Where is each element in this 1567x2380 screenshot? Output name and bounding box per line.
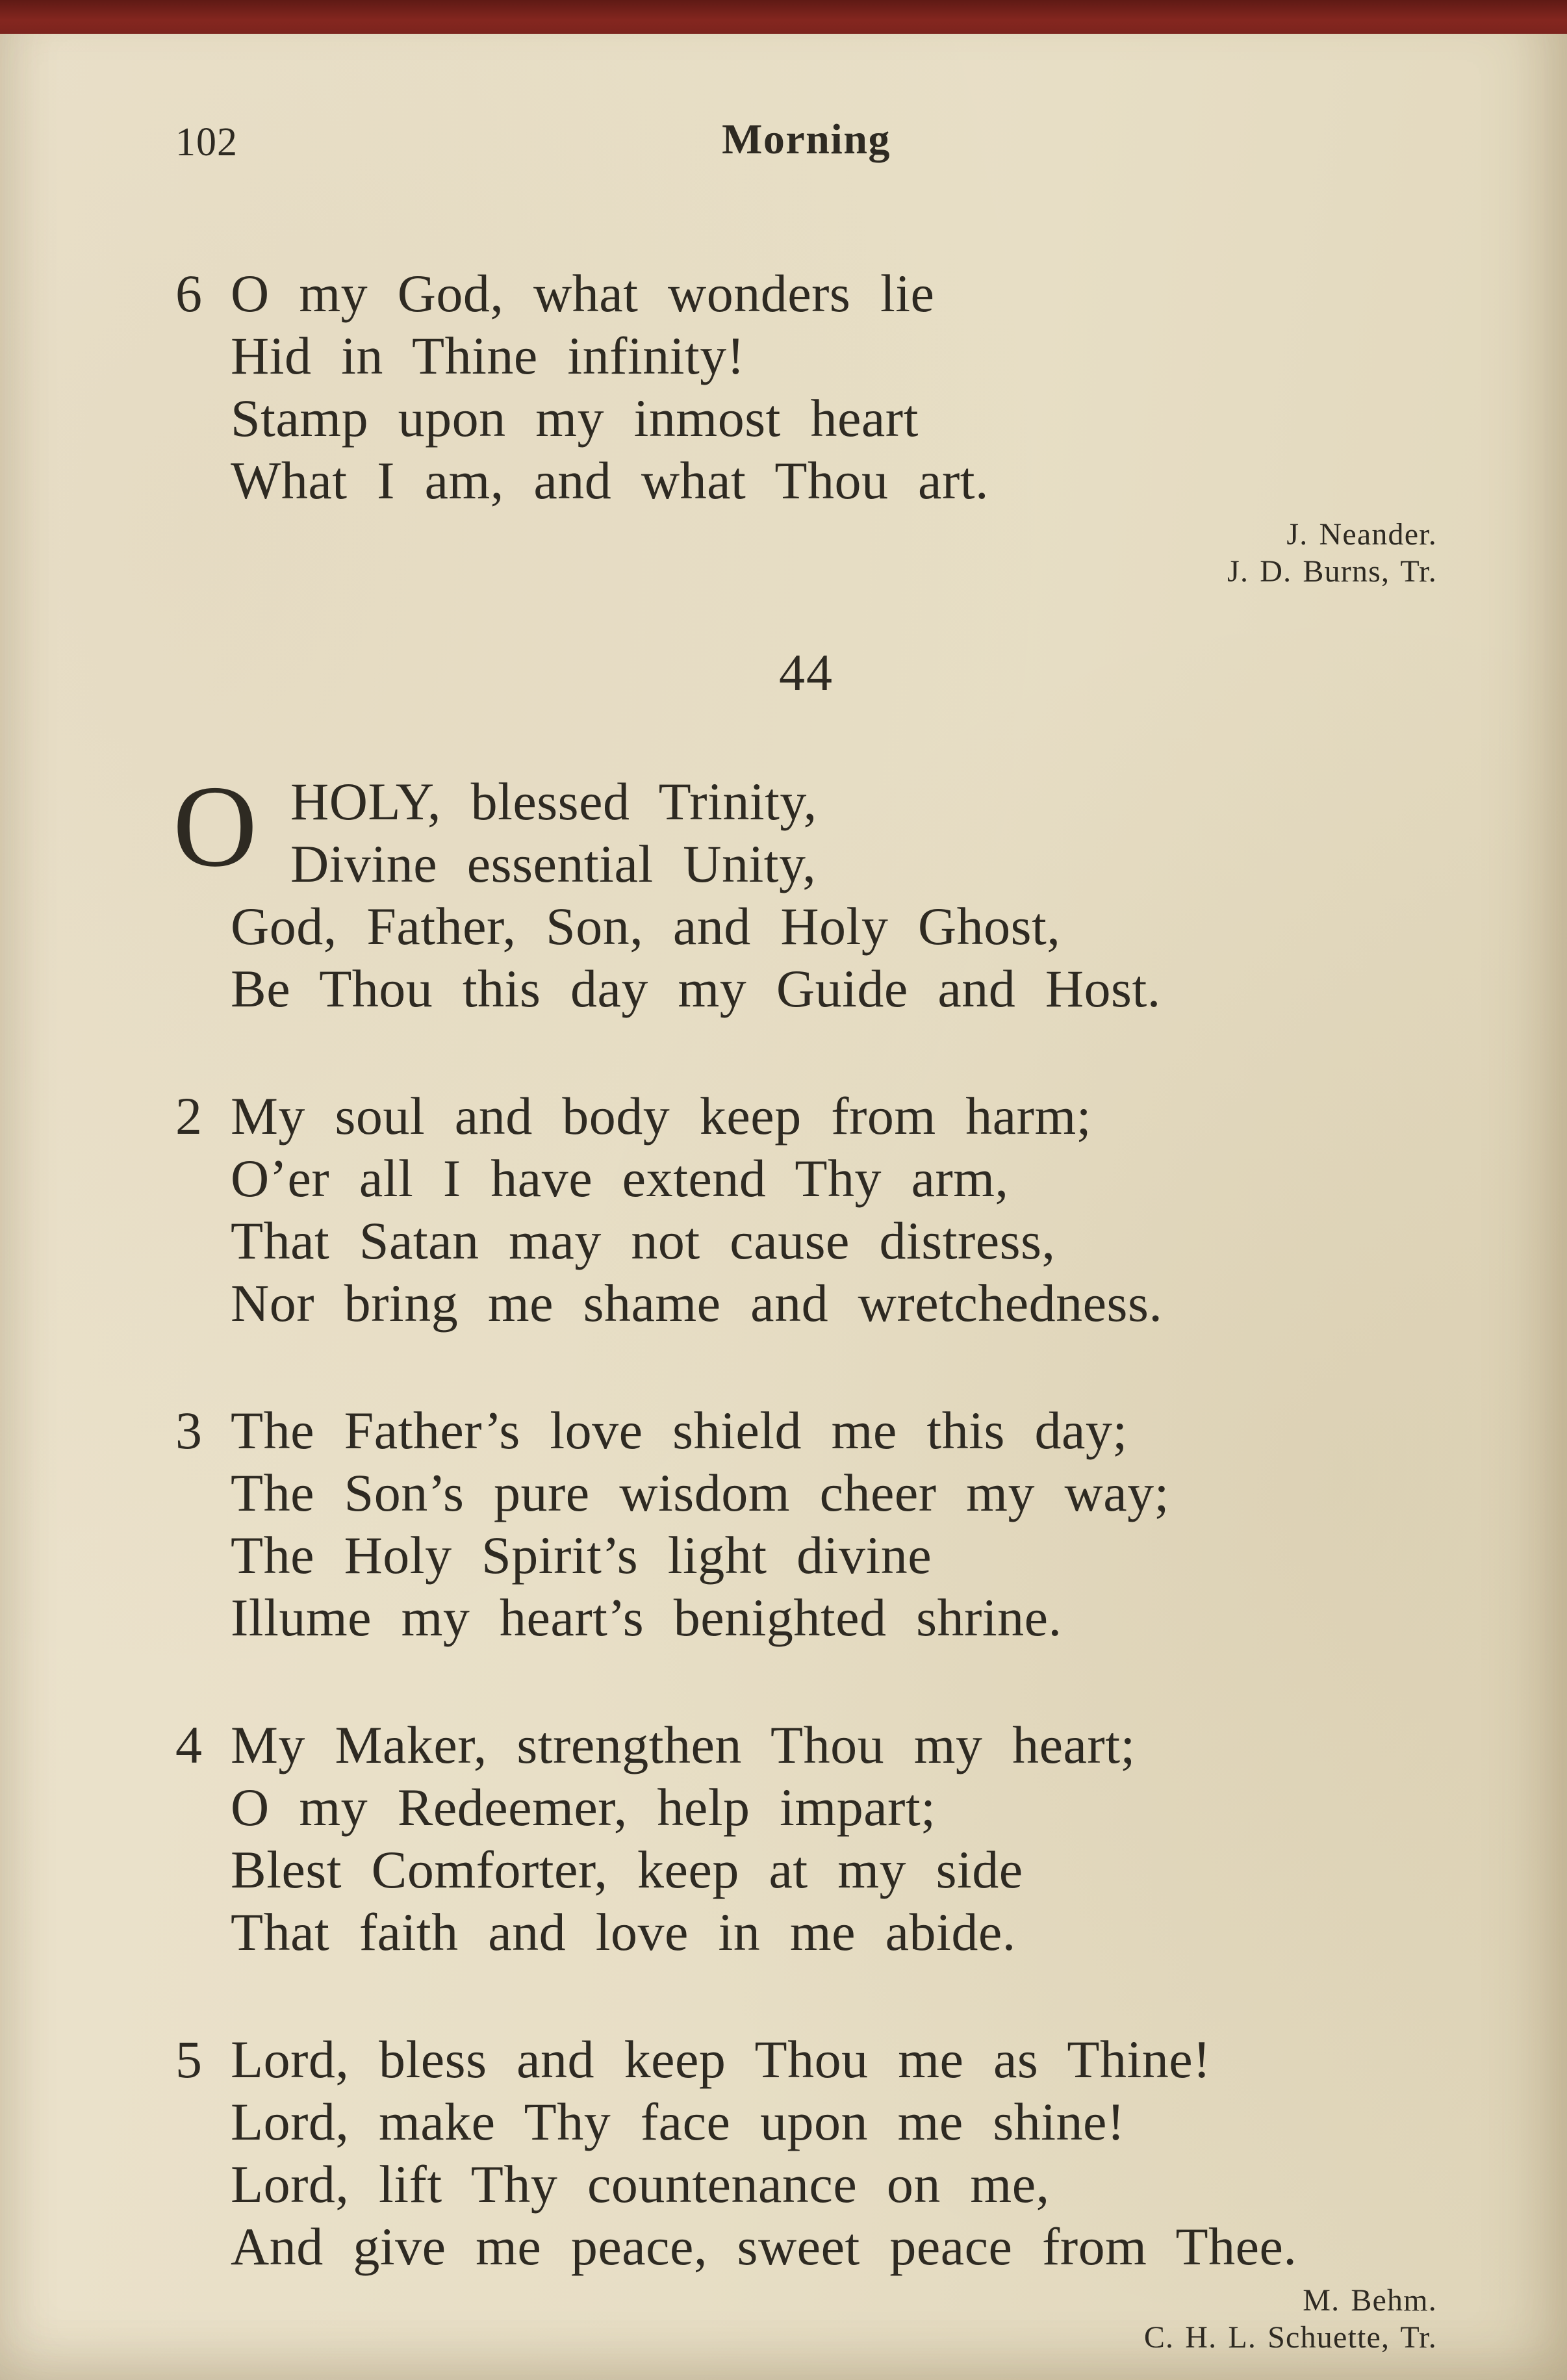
previous-hymn-end [175, 262, 1437, 590]
verse-line: The Son’s pure wisdom cheer my way; [231, 1463, 1169, 1522]
page-body [175, 116, 1437, 2356]
verse-line: What I am, and what Thou art. [231, 451, 989, 510]
running-title: Morning [722, 116, 891, 163]
verse-line: That Satan may not cause distress, [231, 1211, 1056, 1270]
page-number: 102 [175, 120, 238, 164]
hymn-number: 44 [779, 645, 834, 702]
verse-line: That faith and love in me abide. [231, 1902, 1016, 1962]
verse-line: Lord, make Thy face upon me shine! [231, 2092, 1125, 2151]
stanza-1 [173, 761, 1437, 1020]
book-edge-band [0, 0, 1567, 34]
verse-line: My soul and body keep from harm; [231, 1086, 1092, 1145]
stanza-number: 3 [175, 1401, 203, 1460]
stanza-number: 5 [175, 2030, 203, 2089]
verse-line: Lord, bless and keep Thou me as Thine! [231, 2030, 1211, 2089]
stanza-3 [175, 1400, 1437, 1649]
stanza-number: 4 [175, 1715, 203, 1774]
stanza-number: 2 [175, 1086, 203, 1145]
verse-line: The Father’s love shield me this day; [231, 1401, 1128, 1460]
verse-line: God, Father, Son, and Holy Ghost, [231, 897, 1061, 956]
attribution-block [175, 2282, 1437, 2356]
hymn-44 [173, 761, 1437, 2356]
verse-line: Stamp upon my inmost heart [231, 389, 919, 448]
verse-line: O my Redeemer, help impart; [231, 1778, 936, 1837]
verse-line: And give me peace, sweet peace from Thee. [231, 2217, 1297, 2276]
verse-line: HOLY, blessed Trinity, [290, 772, 817, 831]
verse-line: O’er all I have extend Thy arm, [231, 1149, 1009, 1208]
verse-line: Nor bring me shame and wretchedness. [231, 1273, 1163, 1333]
attribution-line: J. D. Burns, Tr. [1227, 554, 1437, 589]
page-header [175, 116, 1437, 166]
stanza-5 [175, 2028, 1437, 2278]
attribution-line: M. Behm. [1303, 2283, 1437, 2318]
drop-cap: O [173, 761, 258, 891]
verse-line: Be Thou this day my Guide and Host. [231, 959, 1161, 1018]
verse-line: My Maker, strengthen Thou my heart; [231, 1715, 1136, 1774]
verse-line: The Holy Spirit’s light divine [231, 1526, 932, 1585]
verse-line: Hid in Thine infinity! [231, 326, 745, 385]
verse-line: Illume my heart’s benighted shrine. [231, 1588, 1062, 1647]
stanza-6 [175, 262, 1437, 512]
attribution-block [175, 516, 1437, 590]
stanza-4 [175, 1714, 1437, 1964]
attribution-line: C. H. L. Schuette, Tr. [1143, 2320, 1437, 2355]
verse-line: Blest Comforter, keep at my side [231, 1840, 1023, 1899]
attribution-line: J. Neander. [1286, 517, 1437, 552]
stanza-number: 6 [175, 264, 203, 323]
verse-line: O my God, what wonders lie [231, 264, 935, 323]
verse-line: Divine essential Unity, [290, 834, 817, 893]
stanza-2 [175, 1085, 1437, 1335]
verse-line: Lord, lift Thy countenance on me, [231, 2155, 1050, 2214]
